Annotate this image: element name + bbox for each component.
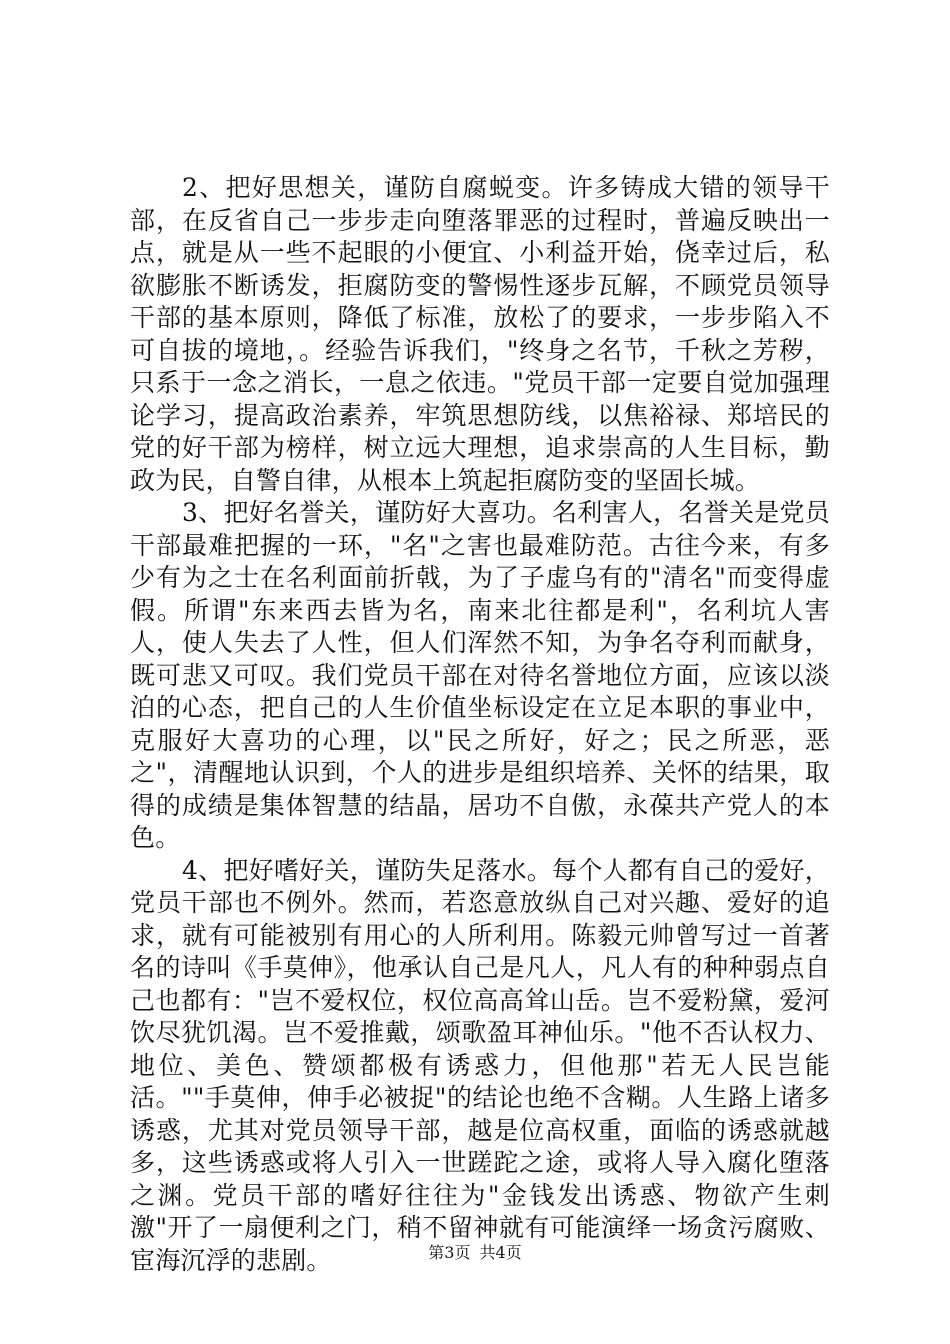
- page-number: 第3页: [428, 1243, 471, 1262]
- paragraph-hobby: 4、把好嗜好关，谨防失足落水。每个人都有自己的爱好，党员干部也不例外。然而，若恣意放纵自己对兴趣、爱好的追求，就有可能被别有用心的人所利用。陈毅元帅曾写过一首著名的诗叫《手莫伸》，他承认自己是凡人，凡人有的种种弱点自己也都有："岂不爱权位，权位高高耸山岳。岂不爱粉黛，爱河饮尽犹饥渴。岂不爱推戴，颂歌盈耳神仙乐。"他不否认权力、地位、美色、赞颂都极有诱惑力，但他那"若无人民岂能活。""手莫伸，伸手必被捉"的结论也绝不含糊。人生路上诸多诱惑，尤其对党员领导干部，越是位高权重，面临的诱惑就越多，这些诱惑或将人引入一世蹉跎之途，或将人导入腐化堕落之渊。党员干部的嗜好往往为"金钱发出诱惑、物欲产生刺激"开了一扇便利之门，稍不留神就有可能演绎一场贪污腐败、宦海沉浮的悲剧。: [130, 855, 830, 1275]
- paragraph-thought: 2、把好思想关，谨防自腐蜕变。许多铸成大错的领导干部，在反省自己一步步走向堕落罪恶的过程时，普遍反映出一点，就是从一些不起眼的小便宜、小利益开始，侥幸过后，私欲膨胀不断诱发，拒腐防变的警惕性逐步瓦解，不顾党员领导干部的基本原则，降低了标准，放松了的要求，一步步陷入不可自拔的境地，。经验告诉我们，"终身之名节，千秋之芳秽，只系于一念之消长，一息之依违。"党员干部一定要自觉加强理论学习，提高政治素养，牢筑思想防线，以焦裕禄、郑培民的党的好干部为榜样，树立远大理想，追求崇高的人生目标，勤政为民，自警自律，从根本上筑起拒腐防变的坚固长城。: [130, 173, 830, 495]
- paragraph-reputation: 3、把好名誉关，谨防好大喜功。名利害人，名誉关是党员干部最难把握的一环，"名"之害也最难防范。古往今来，有多少有为之士在名利面前折戟，为了子虚乌有的"清名"而变得虚假。所谓"东来西去皆为名，南来北往都是利"，名利坑人害人，使人失去了人性，但人们浑然不知，为争名夺利而献身，既可悲又可叹。我们党员干部在对待名誉地位方面，应该以淡泊的心态，把自己的人生价值坐标设定在立足本职的事业中，克服好大喜功的心理，以"民之所好，好之；民之所恶，恶之"，清醒地认识到，个人的进步是组织培养、关怀的结果，取得的成绩是集体智慧的结晶，居功不自傲，永葆共产党人的本色。: [130, 498, 830, 852]
- document-body: [130, 172, 830, 1277]
- page-total: 共4页: [479, 1243, 522, 1262]
- page-footer: [0, 1240, 950, 1263]
